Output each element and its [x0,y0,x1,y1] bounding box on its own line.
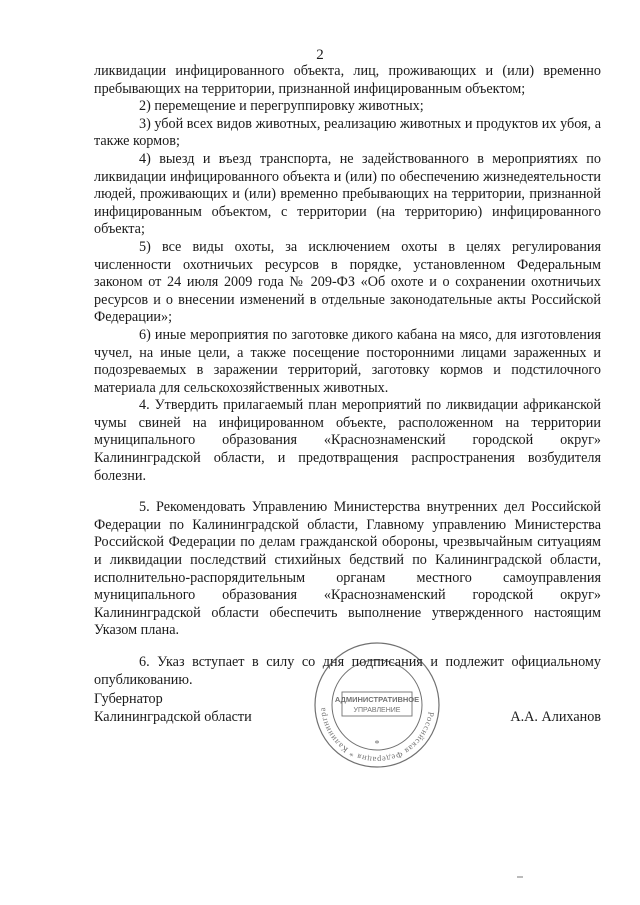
clause-5: 5. Рекомендовать Управлению Министерства внутренних дел Российской Федерации по Калининградской области, Главному управлению Министерства Российской Федерации по делам гражданской обороны, чрезвычайным ситуациям и ликвидации последствий стихийных бедствий по Калининградской области, исполнительно-распорядительным органам местного самоуправления муниципального образования «Краснознаменский городской округ» Калининградской области обеспечить выполнение утвержденного настоящим Указом плана. [94,499,601,639]
clause-6: 6. Указ вступает в силу со дня подписания и подлежит официальному опубликованию. [94,654,601,688]
stamp-inner-ring [332,660,422,750]
signature-title-line1: Губернатор [94,691,163,707]
list-item-3: 3) убой всех видов животных, реализацию животных и продуктов их убоя, а также кормов; [94,115,601,150]
page-number: 2 [316,47,324,63]
list-item-5: 5) все виды охоты, за исключением охоты в целях регулирования численности охотничьих ресурсов в порядке, установленном Федеральным законом от 24 июля 2009 года № 209-ФЗ «Об охоте и о сохранении охотничьих ресурсов и о внесении изменений в отдельные законодательные акты Российской Федерации»; [94,238,601,326]
scan-mark [517,876,523,878]
list-item-4: 4) выезд и въезд транспорта, не задействованного в мероприятиях по ликвидации инфицированного объекта и (или) по обеспечению жизнедеятельности людей, проживающих и (или) временно пребывающих на территории, признанной инфицированным объектом, с территории (на территорию) инфицированного объекта; [94,150,601,238]
signature-title [94,691,252,726]
clause-4: 4. Утвердить прилагаемый план мероприятий по ликвидации африканской чумы свиней на инфицированном объекте, расположенном на территории муниципального образования «Краснознаменский городской округ» Калининградской области, и предотвращения распространения возбудителя болезни. [94,397,601,484]
signatory-name: А.А. Алиханов [510,709,601,725]
stamp-star-icon: * [374,739,380,750]
stamp-inner-line2: УПРАВЛЕНИЕ [353,707,401,714]
paragraph-continuation: ликвидации инфицированного объекта, лиц, проживающих и (или) временно пребывающих на территории, признанной инфицированным объектом; [94,63,601,97]
signature-title-line2: Калининградской области [94,708,252,725]
official-stamp [302,640,452,770]
stamp-seal-icon [302,640,452,770]
list-item-6: 6) иные мероприятия по заготовке дикого кабана на мясо, для изготовления чучел, на иные цели, а также посещение посторонними лицами зараженных и подозреваемых в заражении территорий, заготовку кормов и подстилочного материала для сельскохозяйственных животных. [94,326,601,396]
stamp-inner-line1: АДМИНИСТРАТИВНОЕ [334,695,420,704]
stamp-outer-text: Российская Федерация * Калинингра [317,706,437,766]
document-body [94,63,601,689]
list-item-2: 2) перемещение и перегруппировку животных; [139,98,424,115]
